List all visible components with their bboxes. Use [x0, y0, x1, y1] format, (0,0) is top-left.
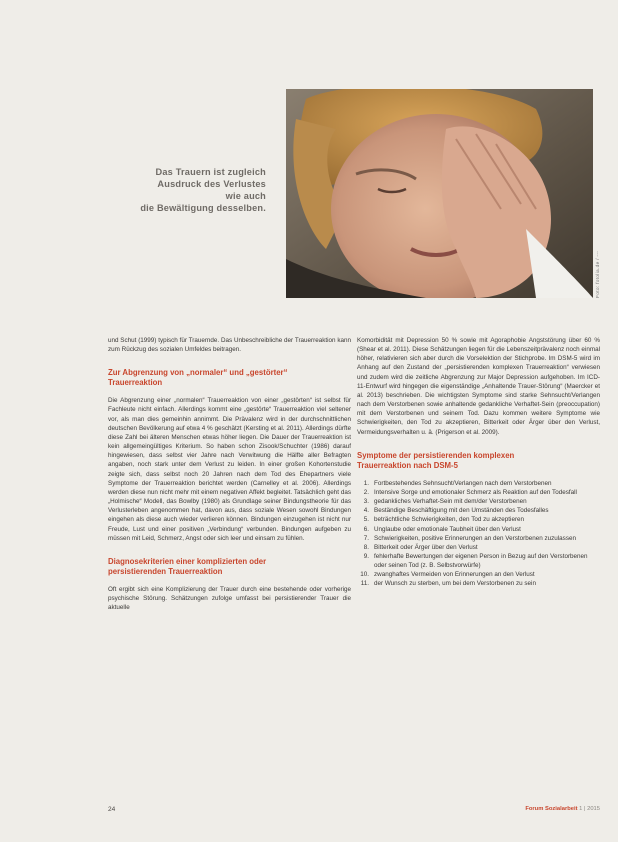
list-item	[357, 552, 600, 570]
list-item	[357, 525, 600, 534]
list-item	[357, 579, 600, 588]
body-paragraph: Oft ergibt sich eine Komplizierung der Trauer durch eine bestehende oder vorherige psychische Störung. Schätzungen zufolge umfasst bei persistierender Trauer die aktuelle	[108, 585, 351, 612]
heading-line: persistierenden Trauerreaktion	[108, 566, 223, 576]
photo-credit: Foto: fotolia.de / ---	[596, 250, 601, 298]
list-item	[357, 543, 600, 552]
heading-line: Trauerreaktion	[108, 378, 163, 388]
list-number: 9.	[363, 552, 369, 560]
list-number: 10.	[360, 571, 369, 579]
list-text: Beständige Beschäftigung mit den Umständen des Todesfalles	[374, 507, 549, 515]
magazine-name: Forum Sozialarbeit	[525, 806, 578, 812]
list-number: 7.	[363, 534, 369, 542]
list-number: 3.	[363, 498, 369, 506]
list-text: fehlerhafte Bewertungen der eigenen Person in Bezug auf den Verstorbenen oder seinen Tod (z. B. Selbstvorwürfe)	[374, 552, 588, 570]
list-text: der Wunsch zu sterben, um bei dem Verstorbenen zu sein	[374, 580, 536, 588]
list-item	[357, 497, 600, 506]
list-text: gedankliches Verhaftet-Sein mit dem/der Verstorbenen	[374, 498, 527, 506]
list-item	[357, 488, 600, 497]
list-item	[357, 534, 600, 543]
issue-number: 1 | 2015	[579, 806, 600, 812]
heading-line: Diagnosekriterien einer komplizierten oder	[108, 556, 267, 566]
list-item	[357, 570, 600, 579]
list-number: 1.	[363, 479, 369, 487]
page-number: 24	[108, 806, 116, 813]
list-number: 4.	[363, 507, 369, 515]
symptom-list	[357, 479, 600, 589]
list-item	[357, 515, 600, 524]
list-number: 5.	[363, 516, 369, 524]
list-text: beträchtliche Schwierigkeiten, den Tod zu akzeptieren	[374, 516, 525, 524]
heading-line: Zur Abgrenzung von „normaler“ und „gestörter“	[108, 368, 288, 378]
list-number: 6.	[363, 525, 369, 533]
right-column	[357, 336, 600, 589]
list-item	[357, 479, 600, 488]
section-heading	[108, 557, 351, 577]
heading-line: Trauerreaktion nach DSM-5	[357, 460, 458, 470]
section-heading	[108, 368, 351, 388]
list-text: Unglaube oder emotionale Taubheit über den Verlust	[374, 525, 521, 533]
list-text: zwanghaftes Vermeiden von Erinnerungen an den Verlust	[374, 571, 535, 579]
list-text: Fortbestehendes Sehnsucht/Verlangen nach dem Verstorbenen	[374, 479, 552, 487]
photo-illustration	[286, 89, 593, 298]
list-number: 2.	[363, 488, 369, 496]
photo-grieving-woman	[286, 89, 593, 298]
pull-quote-line: Ausdruck des Verlustes wie auch	[157, 179, 266, 201]
list-number: 11.	[360, 580, 369, 588]
footer-magazine-info	[525, 806, 600, 812]
list-item	[357, 506, 600, 515]
pull-quote-line: Das Trauern ist zugleich	[155, 167, 266, 177]
section-heading	[357, 451, 600, 471]
list-text: Bitterkeit oder Ärger über den Verlust	[374, 543, 478, 551]
intro-paragraph: und Schut (1999) typisch für Trauernde. Das Unbeschreibliche der Trauerreaktion kann zum Rückzug des sozialen Umfeldes beitragen.	[108, 337, 351, 354]
heading-line: Symptome der persistierenden komplexen	[357, 450, 515, 460]
list-text: Schwierigkeiten, positive Erinnerungen an den Verstorbenen zuzulassen	[374, 534, 576, 542]
pull-quote	[140, 166, 266, 214]
left-column	[108, 336, 351, 612]
body-paragraph: Die Abgrenzung einer „normalen“ Trauerreaktion von einer „gestörten“ ist selbst für Fachleute nicht einfach. Allerdings kommt eine „gestörte“ Trauerreaktion viel seltener vor, als man dies gemeinhin annimmt. Die Prävalenz wird in der durchschnittlichen deutschen Bevölkerung auf etwa 4 % geschätzt (Kersting et al. 2011). Allerdings dürfte diese Zahl bei älteren Menschen etwas höher liegen. Die Dauer der Trauerreaktion ist kein allgemeingültiges Kriterium. So haben schon Zisook/Schuchter (1986) darauf hingewiesen, dass selbst vier Jahre nach Verwitwung die Hälfte aller Befragten angaben, noch stark unter dem Verlust zu leiden. In einer großen Kohortenstudie zeigte sich, dass selbst noch 20 Jahren nach dem Tod des Ehepartners viele Symptome der Trauerreaktion berichtet werden (Carnelley et al. 2006). Allerdings werden diese nun nicht mehr mit einem negativen Affekt begleitet. Tatsächlich geht das „Holmische“ Modell, das Bowlby (1980) als Grundlage seiner Bindungstheorie für das Verlusterleben angenommen hat, davon aus, dass soziale Wesen sowohl Bindungen eingehen als diese auch wieder verlieren können. Bindungen einzugehen ist nicht nur Freude, Lust und einer positiven „Verbindung“ verbunden. Bindungen aufgeben zu müssen mit Leid, Schmerz, Angst oder sich leer und einsam zu fühlen.	[108, 397, 351, 542]
list-number: 8.	[363, 543, 369, 551]
body-paragraph: Komorbidität mit Depression 50 % sowie mit Agoraphobie Angststörung über 60 % (Shear et al. 2011). Diese Schätzungen liegen für die Lebenszeitprävalenz noch einmal höher, relativieren sich aber durch die Vorselektion der Stichprobe. Im DSM-5 wird im Anhang auf den Zustand der „persistierenden komplexen Trauerreaktion“ verwiesen und zudem wird die zeitliche Abgrenzung zur Major Depression aufgehoben. Im ICD-11-Entwurf wird hingegen die eigenständige „Anhaltende Trauer-Störung“ (Maercker et al. 2013) beschrieben. Die wichtigsten Symptome sind starke Sehnsucht/Verlangen nach dem Verstorbenen sowie anhaltende gedankliche Verhaftet-Sein (preoccupation) mit dem Verstorbenen und seinem Tod. Dazu kommen weitere Symptome wie Schwierigkeiten, den Tod zu akzeptieren, Bitterkeit oder Ärger über den Verlust, Vermeidungsverhalten u. ä. (Prigerson et al. 2009).	[357, 337, 600, 436]
list-text: Intensive Sorge und emotionaler Schmerz als Reaktion auf den Todesfall	[374, 488, 577, 496]
pull-quote-line: die Bewältigung desselben.	[140, 203, 266, 213]
